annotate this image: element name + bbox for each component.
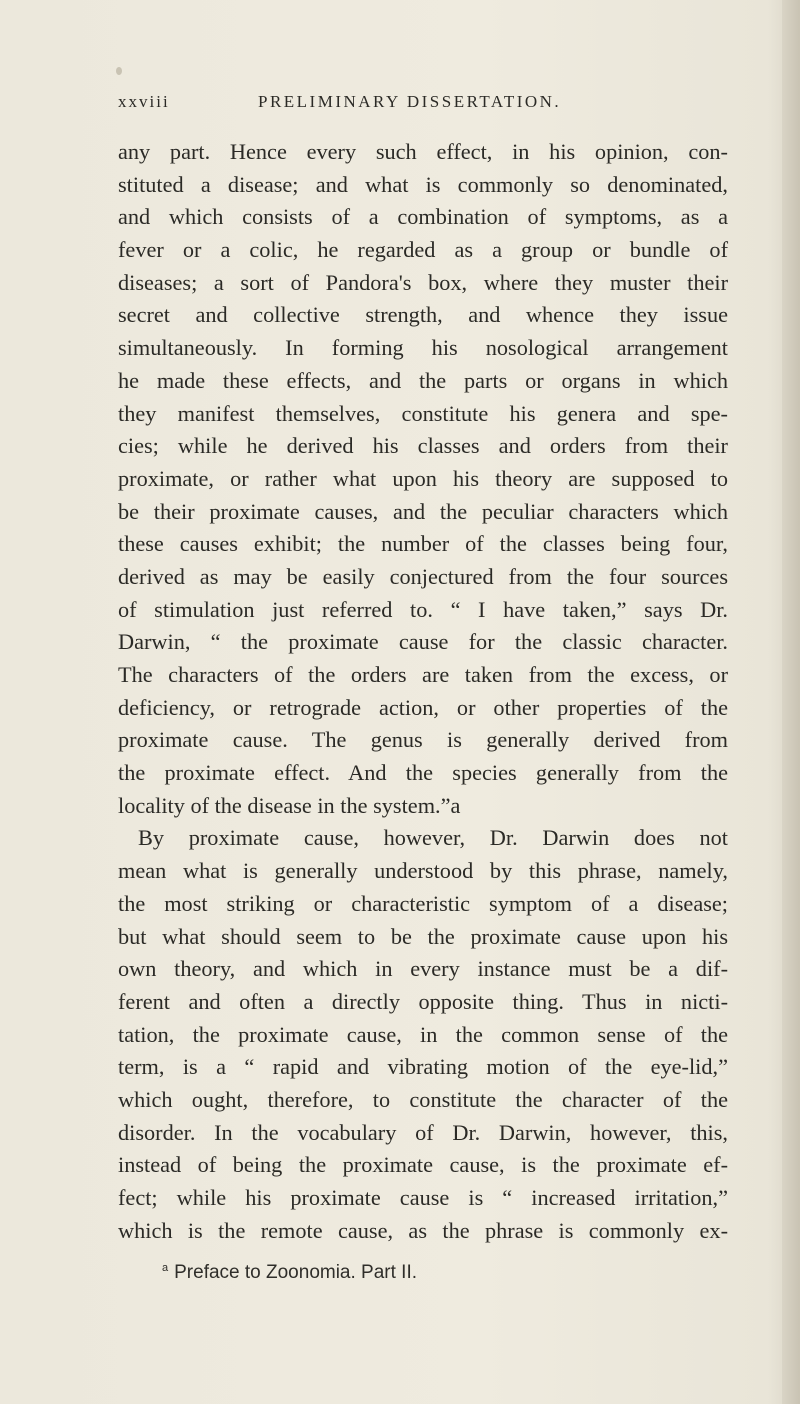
text-line: fever or a colic, he regarded as a group or bundle of [118,237,728,263]
text-line: stituted a disease; and what is commonly so denominated, [118,171,728,197]
text-line: but what should seem to be the proximate cause upon his [118,923,728,949]
text-line: secret and collective strength, and whence they issue [118,302,728,328]
text-line: he made these effects, and the parts or organs in which [118,367,728,393]
text-line: be their proximate causes, and the peculiar characters which [118,498,728,524]
text-line: and which consists of a combination of symptoms, as a [118,204,728,230]
text-line: disorder. In the vocabulary of Dr. Darwin, however, this, [118,1119,728,1145]
text-line: which ought, therefore, to constitute the character of the [118,1086,728,1112]
text-line: cies; while he derived his classes and orders from their [118,433,728,459]
running-header [118,92,718,122]
body-text [118,136,728,1247]
text-line: any part. Hence every such effect, in his opinion, con- [118,139,728,164]
text-line: deficiency, or retrograde action, or other properties of the [118,694,728,720]
text-line: proximate cause. The genus is generally derived from [118,727,728,753]
text-line: own theory, and which in every instance must be a dif- [118,956,728,982]
text-line: proximate, or rather what upon his theory are supposed to [118,465,728,491]
text-line: diseases; a sort of Pandora's box, where they muster their [118,269,728,295]
text-line: instead of being the proximate cause, is the proximate ef- [118,1152,728,1178]
text-line: which is the remote cause, as the phrase is commonly ex- [118,1217,728,1243]
page-blemish [116,67,122,75]
text-line: they manifest themselves, constitute his genera and spe- [118,400,728,426]
text-line: locality of the disease in the system.”a [118,792,461,818]
text-line: simultaneously. In forming his nosological arrangement [118,335,728,361]
text-line: these causes exhibit; the number of the classes being four, [118,531,728,557]
page-number: xxviii [118,92,170,111]
text-line: fect; while his proximate cause is “ increased irritation,” [118,1185,728,1210]
text-line: tation, the proximate cause, in the common sense of the [118,1021,728,1047]
text-line: the proximate effect. And the species generally from the [118,760,728,786]
footnote-marker: a [162,1262,169,1274]
text-line: term, is a “ rapid and vibrating motion of the eye-lid,” [118,1054,728,1080]
text-line: the most striking or characteristic symptom of a disease; [118,890,728,916]
footnote [162,1262,722,1284]
footnote-text: Preface to Zoonomia. Part II. [174,1262,418,1283]
text-line: ferent and often a directly opposite thing. Thus in nicti- [118,988,728,1014]
text-line: mean what is generally understood by this phrase, namely, [118,858,728,884]
text-line: Darwin, “ the proximate cause for the classic character. [118,629,728,655]
text-line: derived as may be easily conjectured from the four sources [118,563,728,589]
running-title: PRELIMINARY DISSERTATION. [258,92,562,111]
text-line: By proximate cause, however, Dr. Darwin does not [138,825,728,851]
text-line: of stimulation just referred to. “ I have taken,” says Dr. [118,596,728,622]
text-line: The characters of the orders are taken from the excess, or [118,662,728,687]
page-edge [782,0,800,1404]
